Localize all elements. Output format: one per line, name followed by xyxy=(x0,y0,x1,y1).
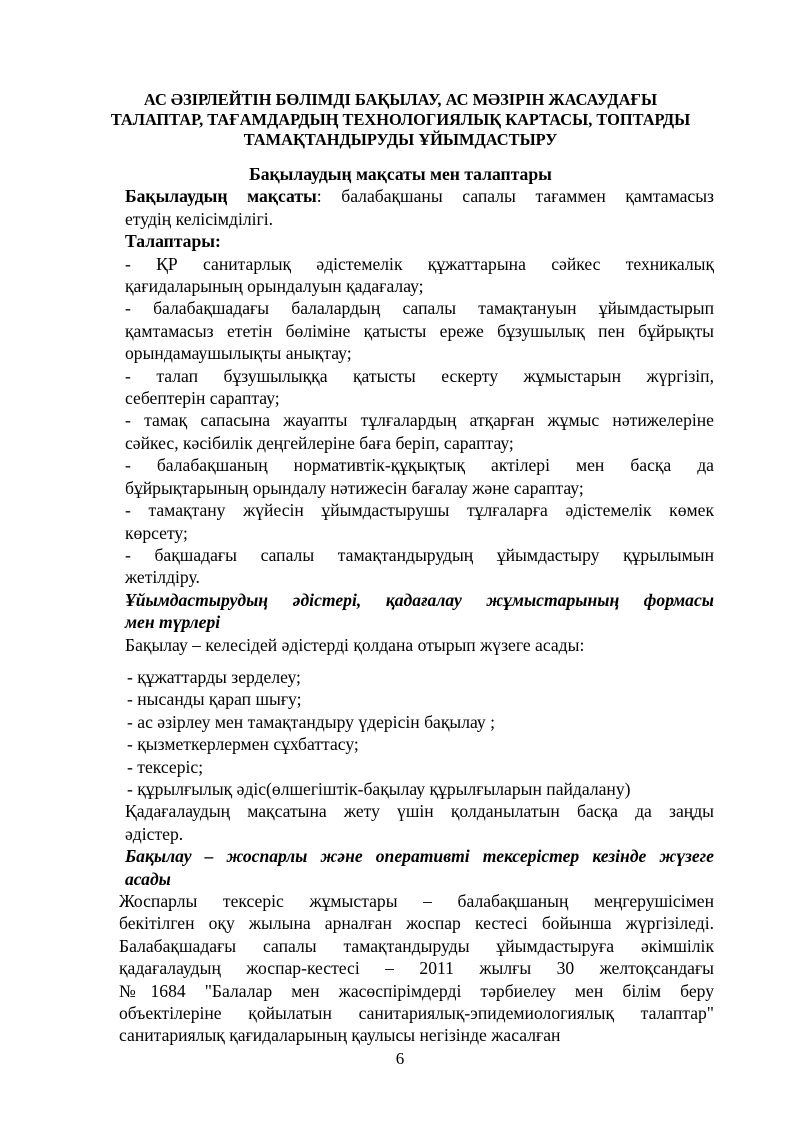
text-line: Бақылау – жоспарлы және оперативті тексерістер кезінде жүзеге xyxy=(125,846,714,867)
text-line: - бақшадағы сапалы тамақтандырудың ұйымдастыру құрылымын xyxy=(125,544,714,565)
text-line: бұйрықтарының орындалу нәтижесін бағалау және сараптау; xyxy=(125,477,584,498)
goal-label: Бақылаудың мақсаты xyxy=(125,186,317,207)
page-number: 6 xyxy=(395,1049,405,1068)
text-line: - балабақшадағы балалардың сапалы тамақтануын ұйымдастырып xyxy=(125,298,714,319)
text-line: - тамақтану жүйесін ұйымдастырушы тұлғаларға әдістемелік көмек xyxy=(125,500,714,521)
methods-list xyxy=(87,666,714,800)
text-line: санитариялық қағидаларының қаулысы негізінде жасалған xyxy=(119,1025,561,1046)
inspection-paragraph xyxy=(87,890,714,1047)
requirement-item xyxy=(87,365,714,410)
list-item: - ас әзірлеу мен тамақтандыру үдерісін бақылау ; xyxy=(127,711,495,732)
methods-note xyxy=(87,800,714,845)
text-line: Жоспарлы тексеріс жұмыстары – балабақшаның меңгерушісімен xyxy=(119,891,714,911)
text-line: қағидаларының орындалуын қадағалау; xyxy=(125,276,424,297)
text-line: - талап бұзушылыққа қатысты ескерту жұмыстарын жүргізіп, xyxy=(125,365,714,386)
section-heading-inspections xyxy=(87,845,714,890)
text-line: мен түрлері xyxy=(125,612,221,633)
text-line: объектілеріне қойылатын санитариялық-эпидемиологиялық талаптар" xyxy=(119,1003,714,1024)
text-line: қамтамасыз ететін бөліміне қатысты ереже бұзушылық пен бұйрықты xyxy=(125,320,714,341)
list-item: - құжаттарды зерделеу; xyxy=(127,666,301,687)
text-line: Балабақшадағы сапалы тамақтандыруды ұйымдастыруға әкімшілік xyxy=(119,935,714,956)
text-line: қадағалаудың жоспар-кестесі – 2011 жылғы 30 желтоқсандағы xyxy=(119,958,714,979)
section-heading-goals: Бақылаудың мақсаты мен талаптары xyxy=(249,164,552,184)
text-line: көрсету; xyxy=(125,522,188,543)
requirement-item xyxy=(87,544,714,589)
requirement-item xyxy=(87,253,714,298)
list-item: - қызметкерлермен сұхбаттасу; xyxy=(127,734,359,755)
list-item: - тексеріс; xyxy=(127,756,204,777)
requirement-item xyxy=(87,499,714,544)
text-line: Ұйымдастырудың әдістері, қадағалау жұмыстарының формасы xyxy=(125,589,714,610)
text-line: асады xyxy=(125,868,171,889)
text-line: әдістер. xyxy=(125,823,184,844)
text-line: - балабақшаның нормативтік-құқықтық актілері мен басқа да xyxy=(125,455,714,476)
text-line: - ҚР санитарлық әдістемелік құжаттарына сәйкес техникалық xyxy=(125,253,714,274)
requirement-item xyxy=(87,409,714,454)
text-line: №1684 "Балалар мен жасөспірімдерді тәрбиелеу мен білім беру xyxy=(119,980,714,1001)
title-line: ТАЛАПТАР, ТАҒАМДАРДЫҢ ТЕХНОЛОГИЯЛЫҚ КАРТАСЫ, ТОПТАРДЫ xyxy=(110,110,691,129)
goal-paragraph xyxy=(87,185,714,230)
goal-text: : балабақшаны сапалы тағаммен қамтамасыз xyxy=(316,186,714,207)
title-line: ТАМАҚТАНДЫРУДЫ ҰЙЫМДАСТЫРУ xyxy=(243,130,558,149)
text-line: орындамаушылықты анықтау; xyxy=(125,343,352,364)
text-line: себептерін сараптау; xyxy=(125,388,280,409)
text-line: сәйкес, кәсібилік деңгейлеріне баға беріп, сараптау; xyxy=(125,432,514,453)
list-item: - құрылғылық әдіс(өлшегіштік-бақылау құрылғыларын пайдалану) xyxy=(127,778,631,799)
requirement-item xyxy=(87,297,714,364)
list-item: - нысанды қарап шығу; xyxy=(127,689,302,710)
requirements-label: Талаптары: xyxy=(125,231,221,252)
text-line: жетілдіру. xyxy=(125,567,200,588)
document-title xyxy=(87,90,714,150)
text-line: етудің келісімділігі. xyxy=(125,208,274,229)
methods-intro: Бақылау – келесідей әдістерді қолдана отырып жүзеге асады: xyxy=(125,634,585,655)
requirement-item xyxy=(87,454,714,499)
text-line: - тамақ сапасына жауапты тұлғалардың атқарған жұмыс нәтижелеріне xyxy=(125,410,714,431)
section-heading-methods xyxy=(87,589,714,634)
text-line xyxy=(87,185,714,207)
page-content xyxy=(87,90,714,1047)
title-line: АС ӘЗІРЛЕЙТІН БӨЛІМДІ БАҚЫЛАУ, АС МӘЗІРІН ЖАСАУДАҒЫ xyxy=(143,90,658,109)
text-line: бекітілген оқу жылына арналған жоспар кестесі бойынша жүргізіледі. xyxy=(119,913,714,934)
text-line: Қадағалаудың мақсатына жету үшін қолданылатын басқа да заңды xyxy=(125,801,714,822)
